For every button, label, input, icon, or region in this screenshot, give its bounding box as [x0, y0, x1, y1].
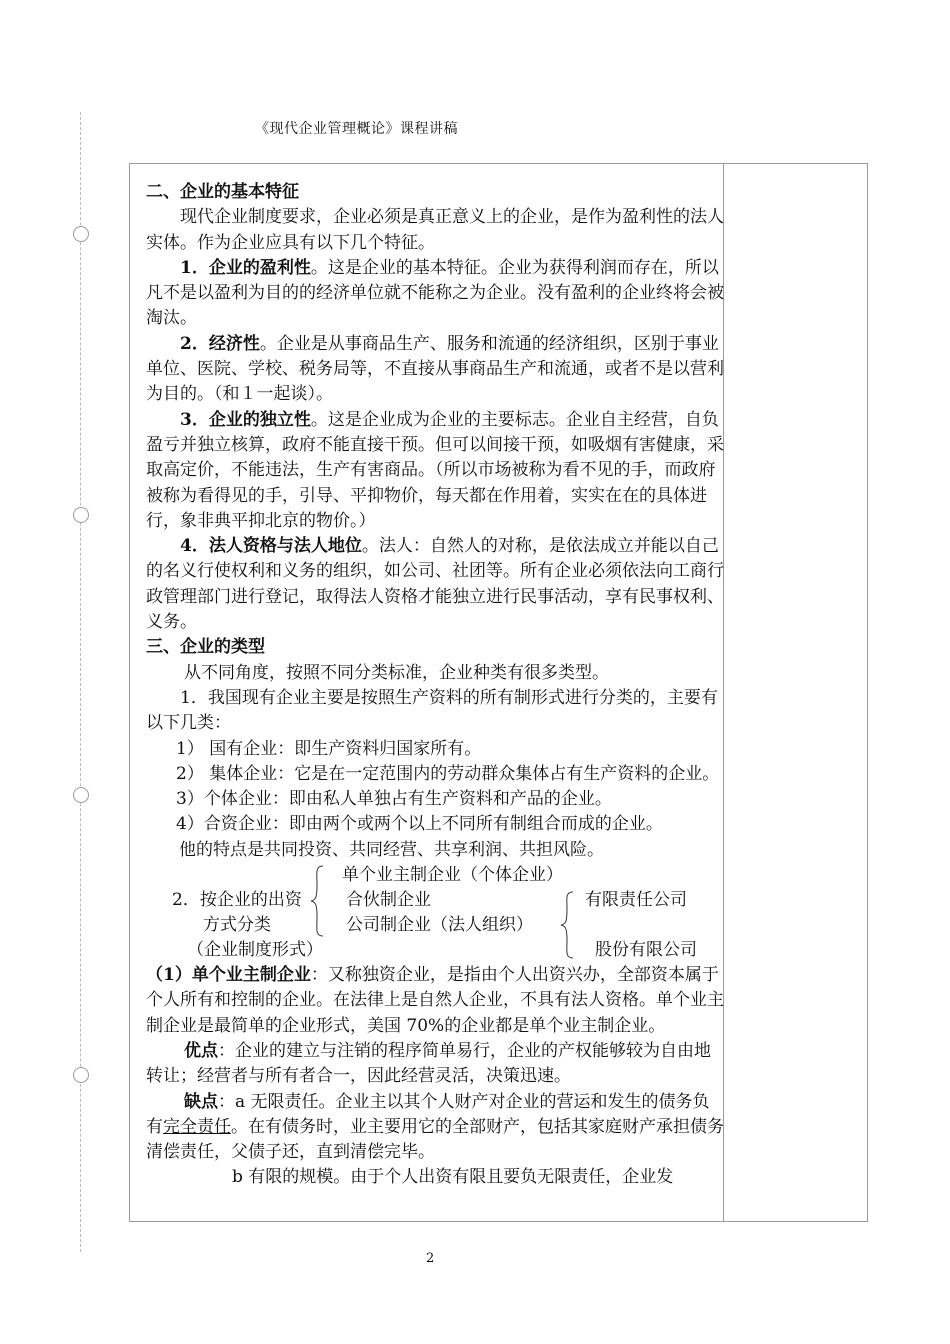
paragraph: 优点：企业的建立与注销的程序简单易行，企业的产权能够较为自由地转让；经营者与所有者合一，因此经营灵活，决策迅速。	[146, 1040, 711, 1087]
paragraph: 现代企业制度要求，企业必须是真正意义上的企业，是作为盈利性的法人实体。作为企业应具有以下几个特征。	[146, 207, 724, 253]
paragraph: 3．企业的独立性。这是企业成为企业的主要标志。企业自主经营，自负盈亏并独立核算，政府不能直接干预。但可以间接干预，如吸烟有害健康，采取高定价，不能违法，生产有害商品。（所以市场被称为看不见的手，而政府被称为看得见的手，引导、平抑物价，每天都在作用着，实实在在的具体进行，象非典平抑北京的物价。）	[146, 409, 724, 531]
binding-hole	[73, 226, 89, 242]
paragraph: 4．法人资格与法人地位。法人：自然人的对称，是依法成立并能以自己的名义行使权利和义务的组织，如公司、社团等。所有企业必须依法向工商行政管理部门进行登记，取得法人资格才能独立进行民事活动，享有民事权利、义务。	[146, 536, 724, 633]
classification-diagram	[146, 863, 726, 963]
page-number: 2	[426, 1251, 435, 1266]
page-header: 《现代企业管理概论》课程讲稿	[255, 121, 458, 137]
diagram-branch-sole: 单个业主制企业（个体企业）	[342, 865, 563, 886]
diagram-root-label: 2．按企业的出资	[172, 890, 302, 911]
paragraph: b 有限的规模。由于个人出资有限且要负无限责任，企业发	[232, 1167, 674, 1188]
paragraph: 1．我国现有企业主要是按照生产资料的所有制形式进行分类的，主要有以下几类：	[146, 687, 718, 734]
section-heading: 二、企业的基本特征	[146, 182, 299, 202]
list-item: 2） 集体企业：它是在一定范围内的劳动群众集体占有生产资料的企业。	[176, 763, 720, 784]
left-brace-icon	[560, 891, 574, 959]
diagram-branch-corporate: 公司制企业（法人组织）	[346, 915, 533, 936]
list-item: 1） 国有企业：即生产资料归国家所有。	[176, 738, 482, 759]
diagram-branch-partnership: 合伙制企业	[346, 890, 431, 911]
underlined-term: 完全责任	[163, 1116, 231, 1137]
diagram-sub-limited: 有限责任公司	[585, 890, 687, 911]
paragraph: 缺点：a 无限责任。企业主以其个人财产对企业的营运和发生的债务负有完全责任。在有债务时，业主要用它的全部财产，包括其家庭财产承担债务清偿责任，父债子还，直到清偿完毕。	[146, 1091, 724, 1163]
binding-hole	[73, 787, 89, 803]
diagram-root-label: （企业制度形式）	[187, 940, 323, 961]
section-heading: 三、企业的类型	[146, 637, 265, 658]
paragraph: 1．企业的盈利性。这是企业的基本特征。企业为获得利润而存在，所以凡不是以盈利为目的的经济单位就不能称之为企业。没有盈利的企业终将会被淘汰。	[146, 257, 724, 329]
paragraph: 2．经济性。企业是从事商品生产、服务和流通的经济组织，区别于事业单位、医院、学校、税务局等，不直接从事商品生产和流通，或者不是以营利为目的。（和１一起谈）。	[146, 333, 724, 405]
paragraph: （1）单个业主制企业：又称独资企业，是指由个人出资兴办，全部资本属于个人所有和控制的企业。在法律上是自然人企业，不具有法人资格。单个业主制企业是最简单的企业形式，美国 70%的企业都是单个业主制企业。	[146, 965, 724, 1036]
list-item: 4）合资企业：即由两个或两个以上不同所有制组合而成的企业。	[176, 814, 663, 835]
left-brace-icon	[310, 865, 324, 937]
binding-hole	[73, 507, 89, 523]
paragraph: 从不同角度，按照不同分类标准，企业种类有很多类型。	[184, 662, 609, 683]
list-item: 3）个体企业：即由私人单独占有生产资料和产品的企业。	[176, 789, 612, 810]
diagram-sub-joint-stock: 股份有限公司	[595, 940, 697, 961]
binding-hole	[73, 1067, 89, 1083]
diagram-root-label: 方式分类	[203, 915, 271, 936]
list-item-continuation: 他的特点是共同投资、共同经营、共享利润、共担风险。	[179, 839, 604, 860]
document-body	[146, 180, 726, 1191]
